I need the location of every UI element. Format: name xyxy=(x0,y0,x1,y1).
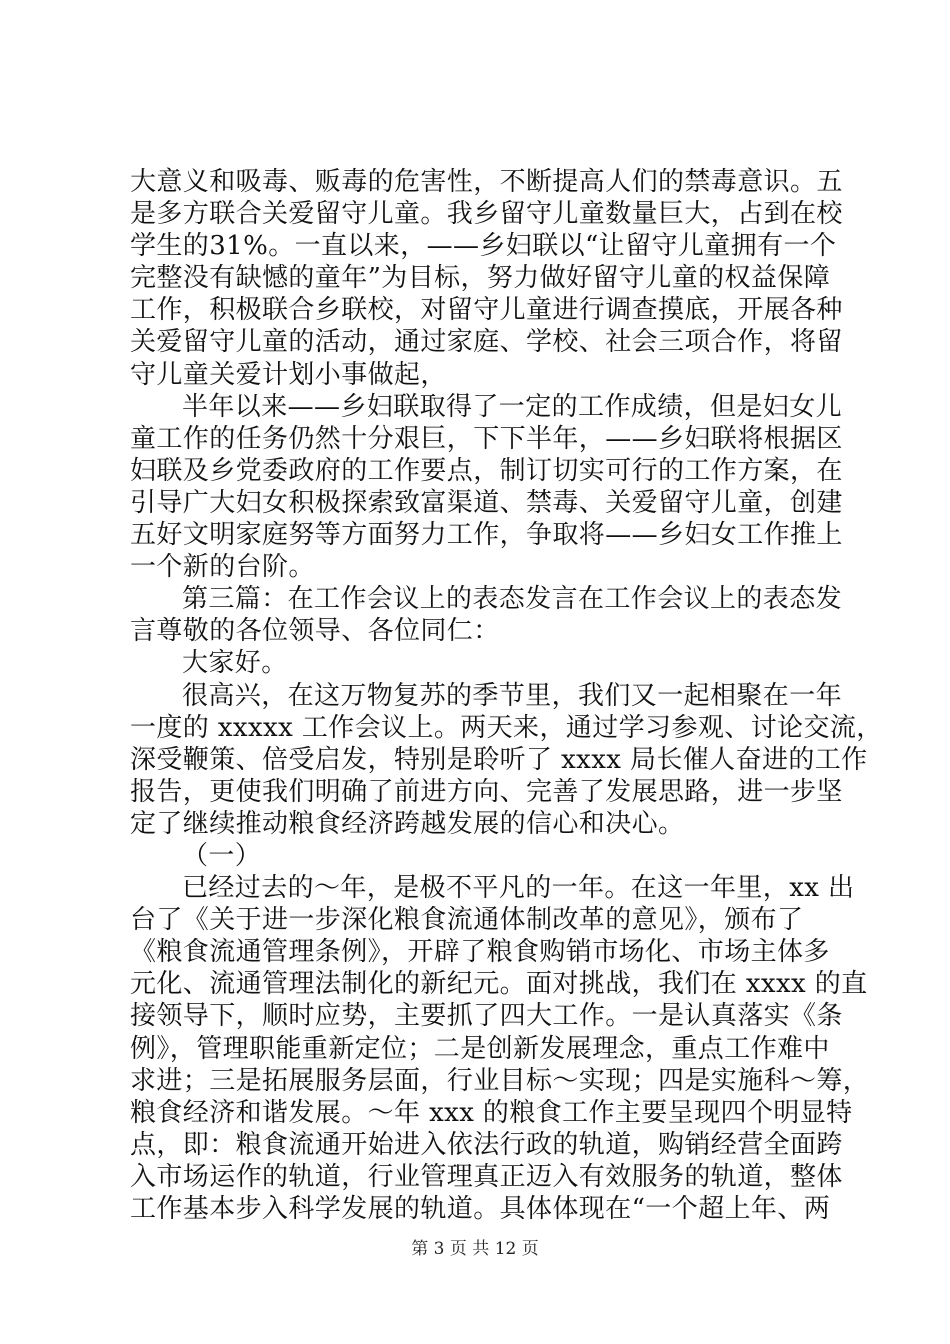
text-line: 完整没有缺憾的童年”为目标，努力做好留守儿童的权益保障 xyxy=(130,263,831,294)
text-line: 例》，管理职能重新定位；二是创新发展理念，重点工作难中 xyxy=(130,1033,830,1064)
text-line: 一个新的台阶。 xyxy=(130,552,315,583)
paragraph-start-line: 半年以来——乡妇联取得了一定的工作成绩，但是妇女儿 xyxy=(182,391,843,422)
text-line: 定了继续推动粮食经济跨越发展的信心和决心。 xyxy=(130,808,685,839)
text-line: 守儿童关爱计划小事做起， xyxy=(130,359,447,390)
section-heading-line: 第三篇：在工作会议上的表态发言在工作会议上的表态发 xyxy=(182,584,843,615)
text-line: 元化、流通管理法制化的新纪元。面对挑战，我们在 xxxx 的直 xyxy=(130,969,868,1000)
text-line: 五好文明家庭努等方面努力工作，争取将——乡妇女工作推上 xyxy=(130,520,843,551)
text-line: 童工作的任务仍然十分艰巨，下下半年，——乡妇联将根据区 xyxy=(130,423,843,454)
page-number-footer: 第 3 页 共 12 页 xyxy=(411,1239,539,1259)
text-line: 台了《关于进一步深化粮食流通体制改革的意见》，颁布了 xyxy=(130,905,804,936)
paragraph-start-line: 很高兴，在这万物复苏的季节里，我们又一起相聚在一年 xyxy=(182,680,843,711)
text-line: 言尊敬的各位领导、各位同仁： xyxy=(130,616,500,647)
text-line: 是多方联合关爱留守儿童。我乡留守儿童数量巨大，占到在校 xyxy=(130,199,843,230)
text-line: 点，即：粮食流通开始进入依法行政的轨道，购销经营全面跨 xyxy=(130,1129,843,1160)
text-line: 引导广大妇女积极探索致富渠道、禁毒、关爱留守儿童，创建 xyxy=(130,487,843,518)
text-line: 妇联及乡党委政府的工作要点，制订切实可行的工作方案，在 xyxy=(130,455,843,486)
text-line: 大意义和吸毒、贩毒的危害性，不断提高人们的禁毒意识。五 xyxy=(130,167,843,197)
text-line: 接领导下，顺时应势，主要抓了四大工作。一是认真落实《条 xyxy=(130,1001,843,1032)
greeting-line: 大家好。 xyxy=(182,648,288,679)
text-line: 工作基本步入科学发展的轨道。具体体现在“一个超上年、两 xyxy=(130,1194,831,1224)
text-line: 关爱留守儿童的活动，通过家庭、学校、社会三项合作，将留 xyxy=(130,327,843,358)
text-line: 报告，更使我们明确了前进方向、完善了发展思路，进一步坚 xyxy=(130,776,843,807)
subsection-heading-line: （一） xyxy=(182,840,262,871)
document-body xyxy=(130,166,883,1225)
text-line: 工作，积极联合乡联校，对留守儿童进行调查摸底，开展各种 xyxy=(130,295,843,326)
text-line: 《粮食流通管理条例》，开辟了粮食购销市场化、市场主体多 xyxy=(130,937,830,968)
text-line: 粮食经济和谐发展。～年 xxx 的粮食工作主要呈现四个明显特 xyxy=(130,1097,853,1128)
text-line: 求进；三是拓展服务层面，行业目标～实现；四是实施科～筹， xyxy=(130,1065,870,1096)
paragraph-start-line: 已经过去的～年，是极不平凡的一年。在这一年里，xx 出 xyxy=(182,873,855,904)
text-line: 一度的 xxxxx 工作会议上。两天来，通过学习参观、讨论交流， xyxy=(130,712,883,743)
text-line: 入市场运作的轨道，行业管理真正迈入有效服务的轨道，整体 xyxy=(130,1161,843,1192)
text-line: 学生的31%。一直以来，——乡妇联以“让留守儿童拥有一个 xyxy=(130,231,837,262)
text-line: 深受鞭策、倍受启发，特别是聆听了 xxxx 局长催人奋进的工作 xyxy=(130,744,868,775)
